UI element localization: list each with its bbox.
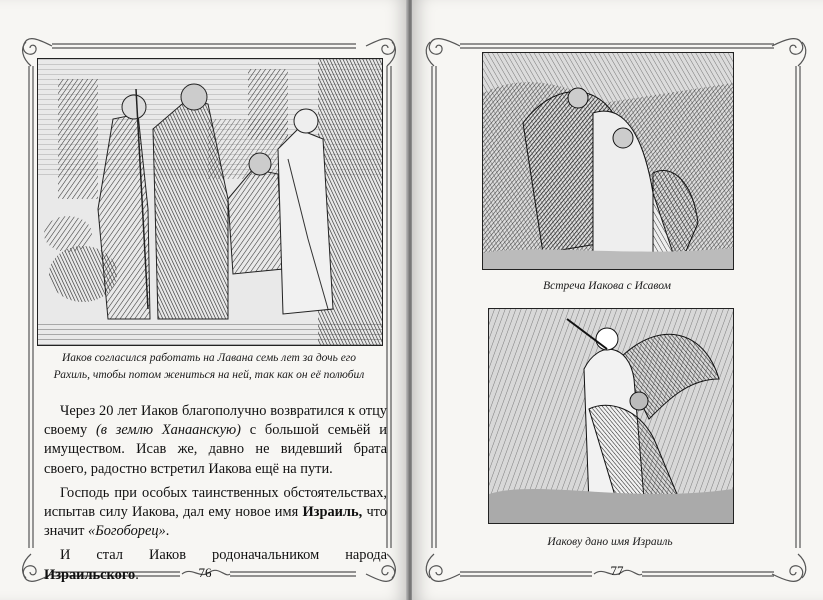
body-text [44, 402, 387, 585]
text-run: . [165, 523, 170, 540]
engraving-jacob-meets-esau [482, 52, 734, 270]
text-run: с большой семьёй и имуществом. Исав же, давно не видевший брата своего, радостно встретил Иакова ещё на пути. [44, 422, 387, 477]
paragraph-1 [44, 402, 387, 479]
engraving-jacob-wrestles-angel [488, 308, 734, 524]
text-run: Господь при особых таинственных обстоятельствах, испытав силу Иакова, дал ему новое имя [44, 484, 387, 521]
bold-run: Израильского [44, 566, 136, 583]
left-page [0, 0, 408, 600]
illustration-caption-bottom: Иакову дано имя Израиль [547, 536, 673, 548]
italic-run: (в землю Ханаанскую) [95, 422, 241, 439]
text-run: что значит [44, 504, 387, 540]
engraving-jacob-laban-rachel [37, 58, 383, 346]
caption-line-2: Рахиль, чтобы потом жениться на ней, так как он её полюбил [53, 369, 365, 381]
bold-run: Израиль, [302, 504, 363, 521]
text-run: . [135, 566, 139, 583]
illustration-caption-left [37, 350, 381, 384]
text-run: Через 20 лет Иаков благополучно возвратился к отцу своему [44, 403, 387, 439]
illustration-caption-top: Встреча Иакова с Исавом [543, 280, 671, 292]
caption-line-1: Иаков согласился работать на Лавана семь лет за дочь его [61, 352, 357, 364]
right-page [412, 0, 823, 600]
scroll-ornament-corner [426, 39, 460, 66]
italic-run: «Богоборец» [88, 523, 166, 540]
paragraph-2 [44, 484, 387, 542]
text-run: И стал Иаков родоначальником народа [60, 547, 387, 564]
page-number-left: 76 [198, 565, 212, 580]
page-number-right: 77 [610, 563, 624, 578]
